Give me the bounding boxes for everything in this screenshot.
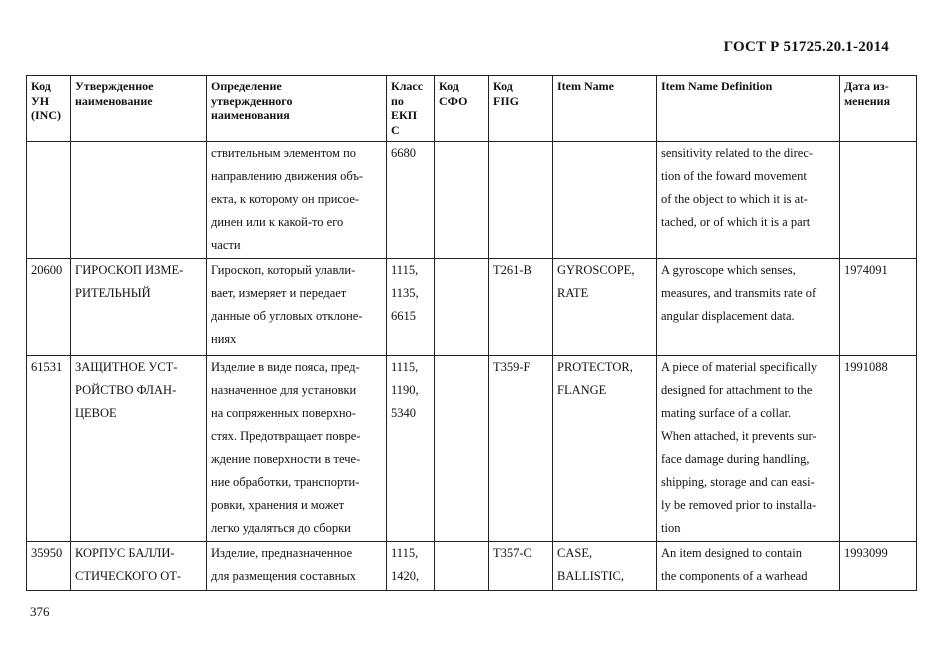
cell-text-line: 1115, (391, 263, 419, 277)
cell-text-line: Определение (211, 79, 282, 93)
cell-text-line: екта, к которому он присое- (211, 192, 360, 206)
cell-text-line: ниях (211, 332, 237, 346)
nomenclature-table (26, 75, 917, 591)
standard-code: ГОСТ Р 51725.20.1-2014 (723, 39, 889, 55)
cell-item-definition (657, 356, 840, 542)
cell-text-line: данные об угловых отклоне- (211, 309, 363, 323)
cell-text-line: designed for attachment to the (661, 383, 813, 397)
cell-text-line: shipping, storage and can easi- (661, 475, 815, 489)
cell-text-line: 1190, (391, 383, 419, 397)
cell-class (387, 356, 435, 542)
cell-text-line: Item Name Definition (661, 79, 773, 93)
cell-text-line: по (391, 93, 404, 108)
header-class (387, 76, 435, 142)
cell-text-line: динен или к какой-то его (211, 215, 344, 229)
cell-definition (207, 542, 387, 591)
cell-text-line: angular displacement data. (661, 309, 795, 323)
cell-text-line: CASE, (557, 546, 593, 560)
table-row (27, 142, 917, 259)
cell-text-line: T261-B (493, 263, 532, 277)
cell-text-line: Утвержденное (75, 79, 154, 93)
cell-text-line: 35950 (31, 546, 63, 560)
cell-name (71, 142, 207, 259)
cell-fiig (489, 142, 553, 259)
cell-text-line: КОРПУС БАЛЛИ- (75, 546, 175, 560)
cell-text-line: ждение поверхности в тече- (211, 452, 361, 466)
cell-class (387, 142, 435, 259)
cell-text-line: ЦЕВОЕ (75, 406, 117, 420)
cell-text-line: tion (661, 521, 681, 535)
cell-text-line: 1420, (391, 569, 420, 583)
cell-text-line: Код (439, 79, 459, 93)
cell-inc (27, 542, 71, 591)
cell-text-line: 1115, (391, 546, 419, 560)
cell-item-definition (657, 142, 840, 259)
cell-text-line: на сопряженных поверхно- (211, 406, 356, 420)
cell-text-line: наименование (75, 93, 153, 108)
cell-text-line: FLANGE (557, 383, 607, 397)
cell-text-line: 5340 (391, 406, 416, 420)
cell-text-line: of the object to which it is at- (661, 192, 808, 206)
cell-text-line: tion of the foward movement (661, 169, 807, 183)
cell-text-line: the components of a warhead (661, 569, 808, 583)
cell-text-line: менения (844, 93, 891, 108)
cell-definition (207, 142, 387, 259)
cell-text-line: Дата из- (844, 79, 889, 93)
cell-text-line: Гироскоп, который улавли- (211, 263, 356, 277)
cell-text-line: для размещения составных (211, 569, 356, 583)
header-inc (27, 76, 71, 142)
header-row (27, 76, 917, 142)
cell-date (840, 542, 917, 591)
cell-text-line: стях. Предотвращает повре- (211, 429, 361, 443)
cell-text-line: Класс (391, 79, 424, 93)
cell-text-line: Код (31, 79, 51, 93)
header-item-name (553, 76, 657, 142)
cell-class (387, 542, 435, 591)
cell-name (71, 356, 207, 542)
header-change-date (840, 76, 917, 142)
cell-text-line: ГИРОСКОП ИЗМЕ- (75, 263, 184, 277)
cell-text-line: СТИЧЕСКОГО ОТ- (75, 569, 182, 583)
cell-text-line: A gyroscope which senses, (661, 263, 796, 277)
cell-class (387, 259, 435, 356)
header-definition (207, 76, 387, 142)
cell-text-line: mating surface of a collar. (661, 406, 792, 420)
cell-text-line: (INC) (31, 108, 61, 122)
cell-text-line: части (211, 238, 241, 252)
cell-text-line: легко удаляться до сборки (211, 521, 351, 535)
cell-text-line: ЕКП (391, 108, 418, 122)
cell-text-line: ly be removed prior to installa- (661, 498, 817, 512)
header-fiig (489, 76, 553, 142)
cell-text-line: GYROSCOPE, (557, 263, 635, 277)
cell-name (71, 259, 207, 356)
cell-text-line: An item designed to contain (661, 546, 802, 560)
page-number: 376 (30, 604, 50, 619)
cell-text-line: RATE (557, 286, 589, 300)
cell-item-name (553, 542, 657, 591)
cell-text-line: FIIG (493, 93, 520, 108)
cell-text-line: face damage during handling, (661, 452, 810, 466)
cell-fiig (489, 356, 553, 542)
cell-text-line: ствительным элементом по (211, 146, 357, 160)
cell-text-line: T359-F (493, 360, 531, 374)
cell-date (840, 142, 917, 259)
header-item-name-definition (657, 76, 840, 142)
cell-text-line: 61531 (31, 360, 63, 374)
cell-text-line: tached, or of which it is a part (661, 215, 811, 229)
cell-inc (27, 259, 71, 356)
cell-date (840, 259, 917, 356)
cell-text-line: ровки, хранения и может (211, 498, 345, 512)
cell-sfo (435, 356, 489, 542)
cell-text-line: 1993099 (844, 546, 888, 560)
cell-definition (207, 356, 387, 542)
cell-fiig (489, 542, 553, 591)
cell-text-line: measures, and transmits rate of (661, 286, 817, 300)
cell-fiig (489, 259, 553, 356)
cell-text-line: вает, измеряет и передает (211, 286, 347, 300)
cell-sfo (435, 259, 489, 356)
cell-text-line: утвержденного (211, 93, 293, 108)
cell-text-line: ЗАЩИТНОЕ УСТ- (75, 360, 178, 374)
cell-text-line: PROTECTOR, (557, 360, 633, 374)
cell-text-line: sensitivity related to the direc- (661, 146, 814, 160)
cell-text-line: 6615 (391, 309, 416, 323)
cell-inc (27, 356, 71, 542)
cell-text-line: СФО (439, 93, 468, 108)
table-row (27, 356, 917, 542)
cell-text-line: When attached, it prevents sur- (661, 429, 817, 443)
cell-item-definition (657, 542, 840, 591)
cell-definition (207, 259, 387, 356)
cell-text-line: 20600 (31, 263, 63, 277)
table-row (27, 542, 917, 591)
cell-sfo (435, 142, 489, 259)
cell-text-line: Код (493, 79, 513, 93)
cell-inc (27, 142, 71, 259)
header-approved-name (71, 76, 207, 142)
cell-text-line: ние обработки, транспорти- (211, 475, 360, 489)
cell-text-line: A piece of material specifically (661, 360, 818, 374)
cell-text-line: Изделие в виде пояса, пред- (211, 360, 360, 374)
cell-item-name (553, 259, 657, 356)
cell-text-line: T357-C (493, 546, 532, 560)
cell-text-line: Изделие, предназначенное (211, 546, 353, 560)
cell-text-line: назначенное для установки (211, 383, 357, 397)
cell-text-line: 6680 (391, 146, 416, 160)
cell-text-line: УН (31, 93, 50, 108)
cell-name (71, 542, 207, 591)
cell-date (840, 356, 917, 542)
cell-sfo (435, 542, 489, 591)
cell-text-line: РОЙСТВО ФЛАН- (75, 383, 177, 397)
cell-item-name (553, 142, 657, 259)
cell-text-line: 1991088 (844, 360, 888, 374)
cell-text-line: наименования (211, 108, 290, 122)
cell-text-line: направлению движения объ- (211, 169, 364, 183)
table-row (27, 259, 917, 356)
cell-text-line: 1115, (391, 360, 419, 374)
cell-item-definition (657, 259, 840, 356)
cell-text-line: BALLISTIC, (557, 569, 625, 583)
cell-item-name (553, 356, 657, 542)
cell-text-line: Item Name (557, 79, 614, 93)
cell-text-line: 1135, (391, 286, 419, 300)
header-sfo (435, 76, 489, 142)
cell-text-line: С (391, 122, 400, 137)
cell-text-line: 1974091 (844, 263, 888, 277)
cell-text-line: РИТЕЛЬНЫЙ (75, 286, 151, 300)
